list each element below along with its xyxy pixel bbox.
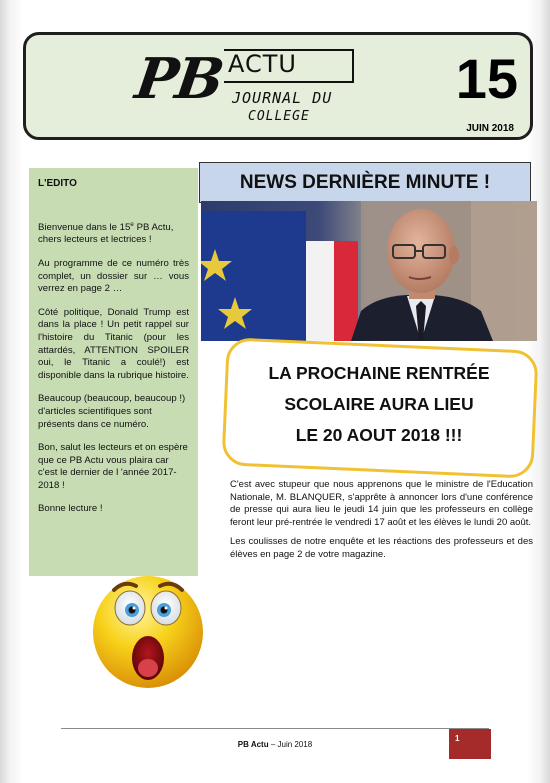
footer-divider bbox=[61, 728, 489, 729]
logo-pb-text: PB bbox=[131, 46, 227, 112]
edito-title: L'EDITO bbox=[38, 178, 77, 189]
logo-actu-text: ACTU bbox=[228, 50, 297, 78]
pb-actu-logo bbox=[131, 43, 366, 135]
page-number-badge: 1 bbox=[449, 729, 491, 759]
headline-line3: LE 20 AOUT 2018 !!! bbox=[295, 425, 463, 445]
issue-date: JUIN 2018 bbox=[466, 123, 514, 134]
headline-line2: SCOLAIRE AURA LIEU bbox=[284, 394, 474, 414]
shocked-emoji-icon bbox=[90, 568, 206, 690]
footer-date: – Juin 2018 bbox=[268, 740, 313, 749]
news-article bbox=[230, 479, 533, 567]
issue-number: 15 bbox=[455, 47, 518, 110]
edito-paragraph: Au programme de ce numéro très complet, un dossier sur … vous verrez en page 2 … bbox=[38, 257, 189, 295]
footer-brand: PB Actu bbox=[237, 740, 269, 749]
edito-paragraph: Bienvenue dans le 15e PB Actu, chers lecteurs et lectrices ! bbox=[38, 220, 174, 246]
article-paragraph: C'est avec stupeur que nous apprenons que le ministre de l'Education Nationale, M. BLANQUER, s'apprête à annoncer lors d'une conférence de presse qui aura lieu le jeudi 14 juin que les professeurs en collège feront leur pré-rentrée le vendredi 17 août et les élèves le lundi 20 août. bbox=[230, 479, 533, 529]
article-paragraph: Les coulisses de notre enquête et les réactions des professeurs et des élèves en page 2 de votre magazine. bbox=[230, 535, 533, 560]
edito-paragraph: Bonne lecture ! bbox=[38, 503, 103, 515]
headline bbox=[230, 358, 528, 451]
minister-photo-illustration bbox=[201, 201, 537, 341]
headline-line1: LA PROCHAINE RENTRÉE bbox=[268, 363, 490, 383]
edito-column bbox=[29, 168, 198, 576]
edito-paragraph: Côté politique, Donald Trump est dans la place ! Un petit rappel sur l'histoire du Titanic (pour les attardés, ATTENTION SPOILER oui, le Titanic a coulé!) est disponible dans la rubrique histoire. bbox=[38, 306, 189, 381]
logo-subtitle-line2: COLLEGE bbox=[248, 109, 310, 124]
edito-paragraph: Beaucoup (beaucoup, beaucoup !) d'articles scientifiques sont présents dans ce numéro. bbox=[38, 393, 186, 430]
news-banner: NEWS DERNIÈRE MINUTE ! bbox=[199, 162, 531, 203]
logo-subtitle-line1: JOURNAL DU bbox=[232, 89, 333, 107]
edito-paragraph: Bon, salut les lecteurs et on espère que ce PB Actu vous plaira car c'est le dernier de l 'année 2017-2018 ! bbox=[38, 442, 188, 491]
masthead bbox=[23, 32, 533, 140]
news-photo bbox=[201, 201, 537, 341]
